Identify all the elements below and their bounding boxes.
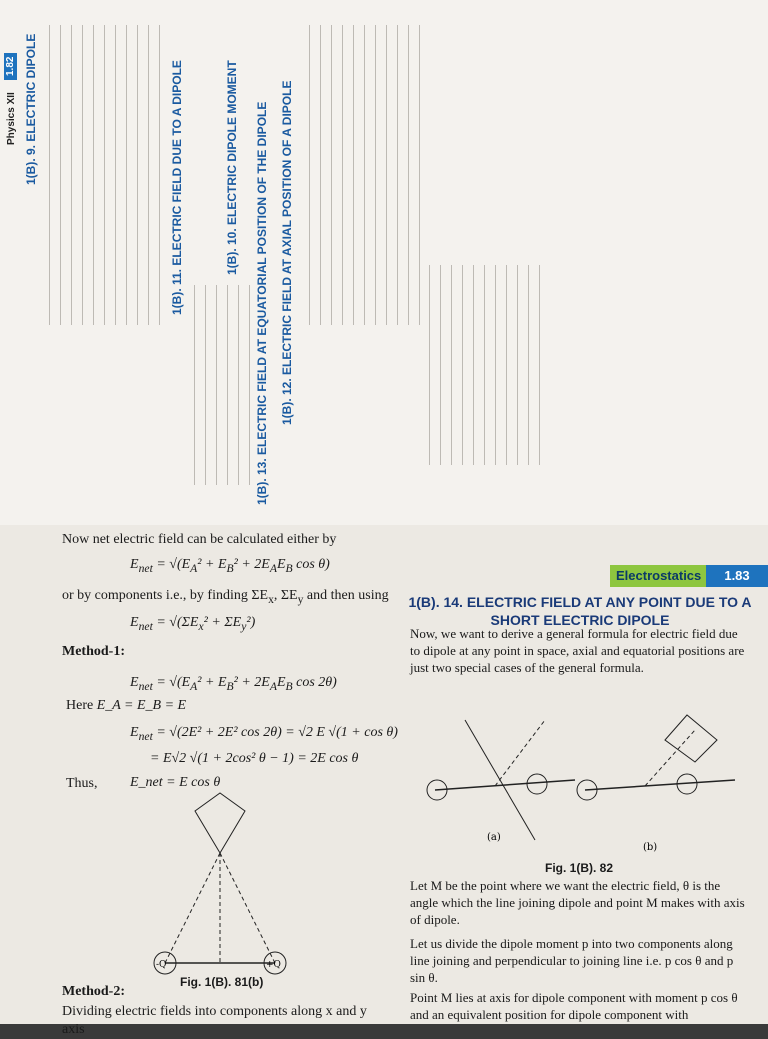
right-para-2: Let M be the point where we want the electric field, θ is the angle which the line joining dipole and point M makes with axis of dipole. bbox=[410, 878, 745, 927]
upper-text-block-4 bbox=[420, 265, 540, 465]
upper-text-block-1 bbox=[40, 25, 160, 325]
upper-text-block-2 bbox=[190, 285, 250, 485]
svg-text:(a): (a) bbox=[487, 832, 501, 843]
lower-page bbox=[0, 525, 768, 1037]
method1-label: Method-1: bbox=[62, 644, 125, 659]
upper-text-block-3 bbox=[300, 25, 420, 325]
formula-enet-1: $E_{net} = √(E_A^2 + E_B^2 + 2E_AE_B$ cos θ) bbox=[130, 557, 330, 575]
method2-text: Dividing electric fields into components along x and y axis bbox=[62, 1004, 367, 1037]
heading-equatorial-position: 1(B). 13. ELECTRIC FIELD AT EQUATORIAL POSITION OF THE DIPOLE bbox=[255, 101, 269, 505]
section-title: Electrostatics bbox=[610, 565, 712, 587]
heading-dipole-moment: 1(B). 10. ELECTRIC DIPOLE MOMENT bbox=[225, 60, 239, 275]
formula-enet-4: $E_{net} = √(2E^2 + 2E^2$ cos 2θ) = √2 E √(1 + cos θ) bbox=[130, 725, 398, 743]
svg-text:+Q: +Q bbox=[266, 960, 281, 970]
section-heading: 1(B). 14. ELECTRIC FIELD AT ANY POINT DUE TO A SHORT ELECTRIC DIPOLE bbox=[408, 594, 752, 628]
fig-81b-caption: Fig. 1(B). 81(b) bbox=[180, 975, 264, 989]
right-para-3: Let us divide the dipole moment p into two components along line joining and perpendicular to joining line i.e. p cos θ and p sin θ. bbox=[410, 936, 734, 985]
formula-enet-5: = E√2 √(1 + 2cos² θ − 1) = 2E cos θ bbox=[150, 751, 359, 766]
heading-axial-position: 1(B). 12. ELECTRIC FIELD AT AXIAL POSITION OF A DIPOLE bbox=[280, 80, 294, 425]
components-text: or by components i.e., by finding $\Sigma E_x$, $\Sigma E_y$ and then using bbox=[62, 588, 389, 606]
thus-equation: E_net = E cos θ bbox=[130, 775, 221, 790]
heading-electric-dipole: 1(B). 9. ELECTRIC DIPOLE bbox=[24, 33, 38, 185]
heading-field-due-dipole: 1(B). 11. ELECTRIC FIELD DUE TO A DIPOLE bbox=[170, 60, 184, 315]
svg-text:-Q: -Q bbox=[156, 960, 167, 970]
here-label: Here E_A = E_B = E bbox=[66, 698, 187, 713]
formula-enet-3: $E_{net} = √(E_A^2 + E_B^2 + 2E_AE_B$ cos 2θ) bbox=[130, 675, 337, 693]
page-number: 1.83 bbox=[706, 565, 768, 587]
figure-82 bbox=[425, 700, 755, 853]
intro-text: Now net electric field can be calculated either by bbox=[62, 532, 337, 547]
right-para-4: Point M lies at axis for dipole component with moment p cos θ and an equivalent position for dipole component with bbox=[410, 990, 738, 1022]
thus-label: Thus, bbox=[66, 776, 98, 791]
method2-label: Method-2: bbox=[62, 984, 125, 999]
svg-text:(b): (b) bbox=[643, 842, 658, 853]
fig-82-caption: Fig. 1(B). 82 bbox=[545, 861, 614, 875]
upper-page-header: Physics XII bbox=[6, 92, 17, 145]
formula-enet-2: $E_{net} = √(\Sigma E_x^2 + \Sigma E_y^2)$ bbox=[130, 615, 256, 633]
figure-81b bbox=[150, 803, 300, 983]
upper-page-number: 1.82 bbox=[4, 53, 17, 80]
right-para-1: Now, we want to derive a general formula for electric field due to dipole at any point in space, axial and equatorial positions are just two special cases of the general formula. bbox=[410, 626, 745, 675]
